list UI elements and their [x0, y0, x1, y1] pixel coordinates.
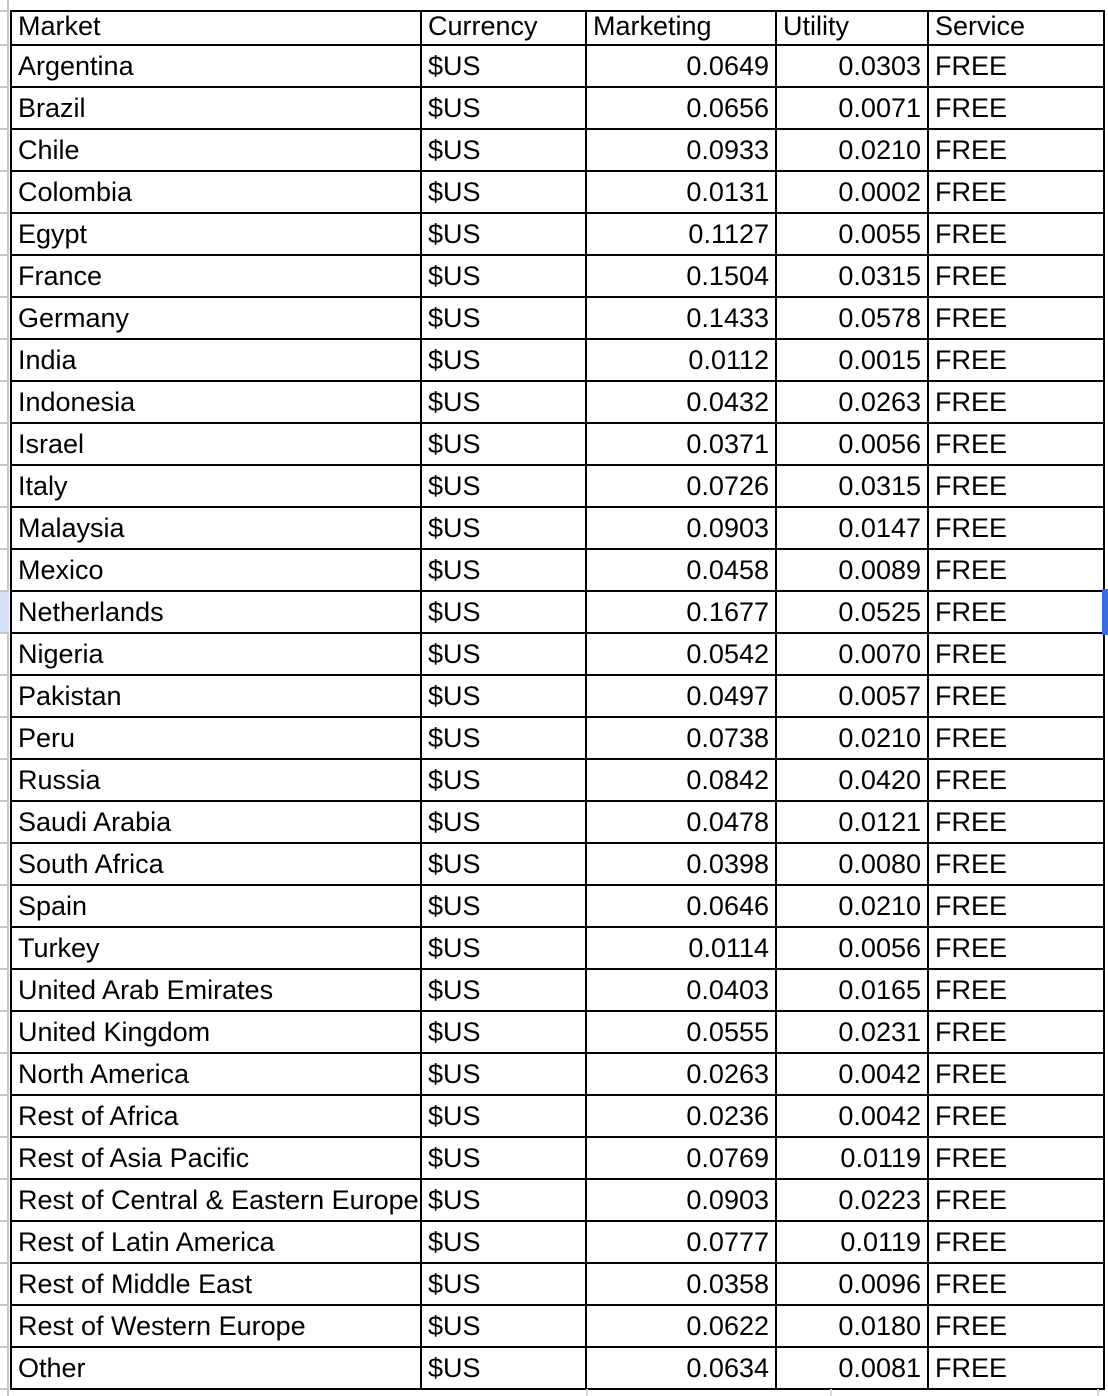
- cell-marketing[interactable]: 0.0432: [586, 381, 776, 423]
- cell-service[interactable]: FREE: [928, 423, 1104, 465]
- cell-marketing[interactable]: 0.0398: [586, 843, 776, 885]
- cell-marketing[interactable]: 0.0458: [586, 549, 776, 591]
- cell-service[interactable]: FREE: [928, 1053, 1104, 1095]
- cell-market[interactable]: Nigeria: [11, 633, 421, 675]
- cell-service[interactable]: FREE: [928, 1221, 1104, 1263]
- cell-utility[interactable]: 0.0056: [776, 423, 928, 465]
- rail-gridline: [0, 1220, 9, 1222]
- cell-market[interactable]: Colombia: [11, 171, 421, 213]
- table-row[interactable]: [11, 675, 1104, 717]
- cell-market[interactable]: Rest of Central & Eastern Europe: [11, 1179, 421, 1221]
- table-row[interactable]: [11, 591, 1104, 633]
- table-row[interactable]: [11, 1263, 1104, 1305]
- cell-service[interactable]: FREE: [928, 591, 1104, 633]
- rail-gridline: [0, 1136, 9, 1138]
- grid-sliver-line: [830, 1389, 832, 1396]
- cell-marketing[interactable]: 0.0263: [586, 1053, 776, 1095]
- cell-utility[interactable]: 0.0096: [776, 1263, 928, 1305]
- cell-market[interactable]: United Kingdom: [11, 1011, 421, 1053]
- table-row[interactable]: [11, 1137, 1104, 1179]
- cell-utility[interactable]: 0.0303: [776, 45, 928, 87]
- cell-marketing[interactable]: 0.0634: [586, 1347, 776, 1389]
- cell-currency[interactable]: $US: [421, 1263, 586, 1305]
- cell-utility[interactable]: 0.0015: [776, 339, 928, 381]
- table-row[interactable]: [11, 45, 1104, 87]
- rail-gridline: [0, 296, 9, 298]
- cell-service[interactable]: FREE: [928, 297, 1104, 339]
- cell-currency[interactable]: $US: [421, 1221, 586, 1263]
- cell-utility[interactable]: 0.0210: [776, 717, 928, 759]
- cell-service[interactable]: FREE: [928, 87, 1104, 129]
- cell-market[interactable]: Egypt: [11, 213, 421, 255]
- cell-market[interactable]: Israel: [11, 423, 421, 465]
- cell-currency[interactable]: $US: [421, 969, 586, 1011]
- table-row[interactable]: [11, 1179, 1104, 1221]
- rail-gridline: [0, 212, 9, 214]
- cell-marketing[interactable]: 0.0542: [586, 633, 776, 675]
- cell-market[interactable]: Rest of Western Europe: [11, 1305, 421, 1347]
- rail-gridline: [0, 632, 9, 634]
- rail-gridline: [0, 1094, 9, 1096]
- rail-gridline: [0, 548, 9, 550]
- cell-utility[interactable]: 0.0002: [776, 171, 928, 213]
- table-row[interactable]: [11, 1053, 1104, 1095]
- rail-gridline: [0, 1010, 9, 1012]
- table-row[interactable]: [11, 927, 1104, 969]
- cell-currency[interactable]: $US: [421, 423, 586, 465]
- rail-gridline: [0, 380, 9, 382]
- cell-market[interactable]: India: [11, 339, 421, 381]
- table-row[interactable]: [11, 129, 1104, 171]
- cell-currency[interactable]: $US: [421, 927, 586, 969]
- cell-currency[interactable]: $US: [421, 1137, 586, 1179]
- cell-service[interactable]: FREE: [928, 1095, 1104, 1137]
- cell-marketing[interactable]: 0.0738: [586, 717, 776, 759]
- cell-marketing[interactable]: 0.0114: [586, 927, 776, 969]
- cell-currency[interactable]: $US: [421, 885, 586, 927]
- cell-marketing[interactable]: 0.0371: [586, 423, 776, 465]
- table-row[interactable]: [11, 885, 1104, 927]
- cell-utility[interactable]: 0.0119: [776, 1137, 928, 1179]
- rail-gridline: [0, 1178, 9, 1180]
- cell-utility[interactable]: 0.0055: [776, 213, 928, 255]
- col-header-service[interactable]: Service: [928, 11, 1104, 45]
- grid-sliver-line: [586, 1389, 588, 1396]
- cell-currency[interactable]: $US: [421, 717, 586, 759]
- cell-service[interactable]: FREE: [928, 129, 1104, 171]
- cell-service[interactable]: FREE: [928, 1263, 1104, 1305]
- cell-service[interactable]: FREE: [928, 339, 1104, 381]
- cell-marketing[interactable]: 0.0842: [586, 759, 776, 801]
- cell-marketing[interactable]: 0.0646: [586, 885, 776, 927]
- table-row[interactable]: [11, 843, 1104, 885]
- cell-market[interactable]: Peru: [11, 717, 421, 759]
- cell-market[interactable]: Argentina: [11, 45, 421, 87]
- cell-service[interactable]: FREE: [928, 1011, 1104, 1053]
- cell-market[interactable]: Malaysia: [11, 507, 421, 549]
- cell-marketing[interactable]: 0.0649: [586, 45, 776, 87]
- cell-utility[interactable]: 0.0042: [776, 1095, 928, 1137]
- cell-currency[interactable]: $US: [421, 1347, 586, 1389]
- rail-gridline: [0, 1388, 9, 1390]
- cell-service[interactable]: FREE: [928, 885, 1104, 927]
- cell-currency[interactable]: $US: [421, 129, 586, 171]
- cell-service[interactable]: FREE: [928, 1137, 1104, 1179]
- cell-utility[interactable]: 0.0165: [776, 969, 928, 1011]
- cell-utility[interactable]: 0.0056: [776, 927, 928, 969]
- cell-utility[interactable]: 0.0080: [776, 843, 928, 885]
- rail-gridline: [0, 968, 9, 970]
- cell-marketing[interactable]: 0.0622: [586, 1305, 776, 1347]
- cell-service[interactable]: FREE: [928, 1347, 1104, 1389]
- table-row[interactable]: [11, 1305, 1104, 1347]
- cell-currency[interactable]: $US: [421, 1179, 586, 1221]
- cell-utility[interactable]: 0.0525: [776, 591, 928, 633]
- cell-currency[interactable]: $US: [421, 549, 586, 591]
- cell-market[interactable]: Netherlands: [11, 591, 421, 633]
- cell-utility[interactable]: 0.0210: [776, 129, 928, 171]
- cell-marketing[interactable]: 0.0933: [586, 129, 776, 171]
- cell-service[interactable]: FREE: [928, 759, 1104, 801]
- cell-market[interactable]: Other: [11, 1347, 421, 1389]
- cell-marketing[interactable]: 0.1433: [586, 297, 776, 339]
- table-body: [11, 45, 1104, 1389]
- table-row[interactable]: [11, 801, 1104, 843]
- cell-utility[interactable]: 0.0089: [776, 549, 928, 591]
- cell-market[interactable]: Rest of Asia Pacific: [11, 1137, 421, 1179]
- cell-utility[interactable]: 0.0180: [776, 1305, 928, 1347]
- cell-currency[interactable]: $US: [421, 591, 586, 633]
- cell-marketing[interactable]: 0.1127: [586, 213, 776, 255]
- table-row[interactable]: [11, 633, 1104, 675]
- cell-market[interactable]: Rest of Africa: [11, 1095, 421, 1137]
- cell-marketing[interactable]: 0.0236: [586, 1095, 776, 1137]
- cell-currency[interactable]: $US: [421, 45, 586, 87]
- cell-service[interactable]: FREE: [928, 213, 1104, 255]
- cell-currency[interactable]: $US: [421, 675, 586, 717]
- cell-service[interactable]: FREE: [928, 171, 1104, 213]
- rail-gridline: [0, 1346, 9, 1348]
- table-row[interactable]: [11, 1221, 1104, 1263]
- cell-market[interactable]: France: [11, 255, 421, 297]
- cell-currency[interactable]: $US: [421, 465, 586, 507]
- cell-service[interactable]: FREE: [928, 927, 1104, 969]
- selected-row-marker: [0, 592, 9, 632]
- cell-market[interactable]: Spain: [11, 885, 421, 927]
- rail-gridline: [0, 464, 9, 466]
- table-row[interactable]: [11, 87, 1104, 129]
- table-row[interactable]: [11, 1347, 1104, 1389]
- table-row[interactable]: [11, 717, 1104, 759]
- rail-gridline: [0, 10, 9, 12]
- cell-marketing[interactable]: 0.0777: [586, 1221, 776, 1263]
- cell-market[interactable]: Russia: [11, 759, 421, 801]
- rail-gridline: [0, 128, 9, 130]
- rail-gridline: [0, 842, 9, 844]
- cell-utility[interactable]: 0.0070: [776, 633, 928, 675]
- cell-utility[interactable]: 0.0147: [776, 507, 928, 549]
- cell-currency[interactable]: $US: [421, 843, 586, 885]
- cell-marketing[interactable]: 0.1677: [586, 591, 776, 633]
- cell-utility[interactable]: 0.0042: [776, 1053, 928, 1095]
- cell-market[interactable]: Rest of Middle East: [11, 1263, 421, 1305]
- cell-marketing[interactable]: 0.0403: [586, 969, 776, 1011]
- cell-utility[interactable]: 0.0223: [776, 1179, 928, 1221]
- cell-marketing[interactable]: 0.0903: [586, 507, 776, 549]
- cell-utility[interactable]: 0.0057: [776, 675, 928, 717]
- table-row[interactable]: [11, 507, 1104, 549]
- cell-utility[interactable]: 0.0420: [776, 759, 928, 801]
- cell-currency[interactable]: $US: [421, 171, 586, 213]
- cell-marketing[interactable]: 0.1504: [586, 255, 776, 297]
- rail-gridline: [0, 506, 9, 508]
- cell-service[interactable]: FREE: [928, 633, 1104, 675]
- cell-market[interactable]: Turkey: [11, 927, 421, 969]
- header-row: [11, 11, 1104, 45]
- cell-service[interactable]: FREE: [928, 801, 1104, 843]
- cell-marketing[interactable]: 0.0656: [586, 87, 776, 129]
- rail-gridline: [0, 674, 9, 676]
- col-header-market[interactable]: Market: [11, 11, 421, 45]
- rail-gridline: [0, 1052, 9, 1054]
- table-row[interactable]: [11, 1095, 1104, 1137]
- table-row[interactable]: [11, 339, 1104, 381]
- cell-market[interactable]: South Africa: [11, 843, 421, 885]
- table-row[interactable]: [11, 381, 1104, 423]
- cell-marketing[interactable]: 0.0726: [586, 465, 776, 507]
- cell-service[interactable]: FREE: [928, 969, 1104, 1011]
- table-row[interactable]: [11, 969, 1104, 1011]
- rail-gridline: [0, 338, 9, 340]
- selection-indicator: [1102, 589, 1108, 635]
- rail-gridline: [0, 926, 9, 928]
- cell-service[interactable]: FREE: [928, 465, 1104, 507]
- col-header-marketing[interactable]: Marketing: [586, 11, 776, 45]
- cell-utility[interactable]: 0.0119: [776, 1221, 928, 1263]
- cell-currency[interactable]: $US: [421, 255, 586, 297]
- rail-gridline: [0, 170, 9, 172]
- cell-utility[interactable]: 0.0263: [776, 381, 928, 423]
- cell-service[interactable]: FREE: [928, 549, 1104, 591]
- rail-gridline: [0, 758, 9, 760]
- cell-marketing[interactable]: 0.0769: [586, 1137, 776, 1179]
- cell-market[interactable]: United Arab Emirates: [11, 969, 421, 1011]
- cell-utility[interactable]: 0.0315: [776, 255, 928, 297]
- cell-utility[interactable]: 0.0578: [776, 297, 928, 339]
- cell-currency[interactable]: $US: [421, 213, 586, 255]
- table-row[interactable]: [11, 1011, 1104, 1053]
- cell-service[interactable]: FREE: [928, 381, 1104, 423]
- cell-marketing[interactable]: 0.0555: [586, 1011, 776, 1053]
- cell-utility[interactable]: 0.0071: [776, 87, 928, 129]
- cell-market[interactable]: Rest of Latin America: [11, 1221, 421, 1263]
- grid-sliver-line: [1097, 1389, 1099, 1396]
- cell-currency[interactable]: $US: [421, 507, 586, 549]
- cell-service[interactable]: FREE: [928, 45, 1104, 87]
- table-row[interactable]: [11, 465, 1104, 507]
- cell-marketing[interactable]: 0.0112: [586, 339, 776, 381]
- pricing-table: [10, 10, 1105, 1390]
- cell-currency[interactable]: $US: [421, 87, 586, 129]
- table-row[interactable]: [11, 255, 1104, 297]
- cell-currency[interactable]: $US: [421, 801, 586, 843]
- table-row[interactable]: [11, 297, 1104, 339]
- cell-marketing[interactable]: 0.0131: [586, 171, 776, 213]
- table-row[interactable]: [11, 423, 1104, 465]
- table-row[interactable]: [11, 549, 1104, 591]
- cell-service[interactable]: FREE: [928, 1305, 1104, 1347]
- cell-utility[interactable]: 0.0121: [776, 801, 928, 843]
- cell-utility[interactable]: 0.0081: [776, 1347, 928, 1389]
- col-header-currency[interactable]: Currency: [421, 11, 586, 45]
- table-row[interactable]: [11, 171, 1104, 213]
- cell-market[interactable]: Pakistan: [11, 675, 421, 717]
- cell-currency[interactable]: $US: [421, 381, 586, 423]
- cell-currency[interactable]: $US: [421, 1053, 586, 1095]
- cell-service[interactable]: FREE: [928, 1179, 1104, 1221]
- rail-gridline: [0, 254, 9, 256]
- cell-market[interactable]: Indonesia: [11, 381, 421, 423]
- cell-marketing[interactable]: 0.0903: [586, 1179, 776, 1221]
- cell-marketing[interactable]: 0.0478: [586, 801, 776, 843]
- cell-utility[interactable]: 0.0210: [776, 885, 928, 927]
- cell-currency[interactable]: $US: [421, 297, 586, 339]
- rail-gridline: [0, 884, 9, 886]
- cell-market[interactable]: North America: [11, 1053, 421, 1095]
- cell-utility[interactable]: 0.0315: [776, 465, 928, 507]
- cell-market[interactable]: Italy: [11, 465, 421, 507]
- cell-currency[interactable]: $US: [421, 1095, 586, 1137]
- rail-gridline: [0, 1262, 9, 1264]
- cell-market[interactable]: Chile: [11, 129, 421, 171]
- cell-service[interactable]: FREE: [928, 843, 1104, 885]
- cell-market[interactable]: Saudi Arabia: [11, 801, 421, 843]
- rail-gridline: [0, 1304, 9, 1306]
- col-header-utility[interactable]: Utility: [776, 11, 928, 45]
- cell-currency[interactable]: $US: [421, 633, 586, 675]
- rail-gridline: [0, 800, 9, 802]
- cell-market[interactable]: Brazil: [11, 87, 421, 129]
- cell-marketing[interactable]: 0.0497: [586, 675, 776, 717]
- cell-currency[interactable]: $US: [421, 339, 586, 381]
- cell-currency[interactable]: $US: [421, 759, 586, 801]
- rail-gridline: [0, 86, 9, 88]
- cell-service[interactable]: FREE: [928, 675, 1104, 717]
- cell-currency[interactable]: $US: [421, 1011, 586, 1053]
- cell-service[interactable]: FREE: [928, 507, 1104, 549]
- table-row[interactable]: [11, 759, 1104, 801]
- cell-currency[interactable]: $US: [421, 1305, 586, 1347]
- cell-service[interactable]: FREE: [928, 255, 1104, 297]
- cell-utility[interactable]: 0.0231: [776, 1011, 928, 1053]
- rail-gridline: [0, 44, 9, 46]
- cell-market[interactable]: Germany: [11, 297, 421, 339]
- cell-marketing[interactable]: 0.0358: [586, 1263, 776, 1305]
- table-row[interactable]: [11, 213, 1104, 255]
- row-header-edge: [0, 0, 9, 1396]
- cell-market[interactable]: Mexico: [11, 549, 421, 591]
- rail-gridline: [0, 422, 9, 424]
- cell-service[interactable]: FREE: [928, 717, 1104, 759]
- rail-gridline: [0, 716, 9, 718]
